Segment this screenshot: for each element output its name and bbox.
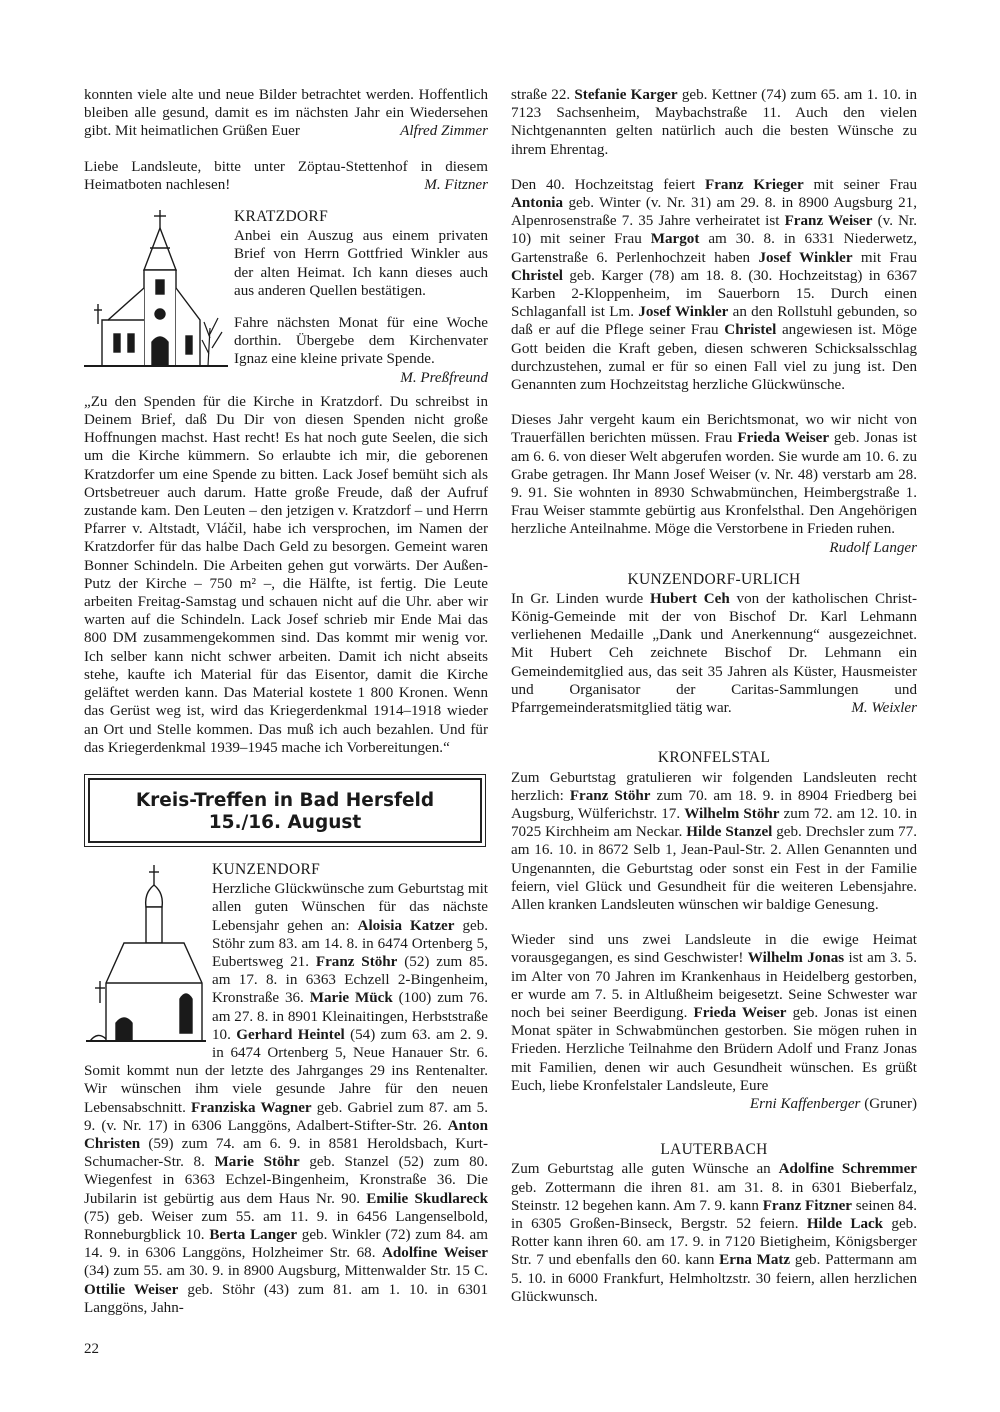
urlich-section (511, 571, 917, 718)
entry-name: Franz Stöhr (315, 953, 398, 970)
signature-langer: Rudolf Langer (829, 539, 917, 556)
right-column (511, 86, 917, 1306)
kratzdorf-section (84, 208, 488, 757)
kratzdorf-p2: Fahre nächsten Monat für eine Woche dorthin. Übergebe dem Kirchenvater Ignaz eine kleine private Spende. (234, 315, 488, 368)
signature-zimmer: Alfred Zimmer (400, 123, 488, 140)
kratzdorf-letter: „Zu den Spenden für die Kirche in Kratzdorf. Du schreibst in Deinem Brief, daß Du Dir von diesen Spenden nicht große Hoffnungen machst. Hast recht! Es hat noch gute Seelen, die sich um die Kirche kümmern. So erlaubte ich mir, die geborenen Kratzdorfer um eine Spende zu bitten. Lack Josef bemüht sich als Ortsbetreuer auch darum. Hatte große Freude, daß der Aufruf zustande kam. Den Leuten – den jetzigen v. Kratzdorf – und Herrn Pfarrer v. Altstadt, Vláčil, habe ich versprochen, im Namen der Kratzdorfer für das halbe Dach Geld zu besorgen. Gemeint waren Bonner Schindeln. Die Arbeiten gehen gut vorwärts. Der Außen-Putz der Kirche – 750 m² –, die Hälfte, ist fertig. Die Leute arbeiten Freitag-Samstag und schauen nicht auf die Uhr. aber wir warten auf die Schindeln. Lack Josef schrieb mir Ende Mai das 800 DM zusammengekommen sind. Das kommt mir wenig vor. Ich selber kann nicht schwer arbeiten. Damit ich nicht abseits stehe, kaufte ich Material für das Eisentor, damit die Kirche geläftet werden kann. Das Material kostete 1 800 Kronen. Wenn das Gerüst weg ist, wird das Kriegerdenkmal 1914–1918 wieder an Ort und Stelle kommen. Das muß ich auch bezahlen. Und für das Kriegerdenkmal 1939–1945 mache ich Vorbereitungen.“ (84, 393, 488, 756)
kunzendorf-paragraph: Herzliche Glückwünsche zum Geburtstag mit allen guten Wünschen für das nächste Lebensjahr gehen an: Aloisia Katzer geb. Stöhr zum 83. am 14. 8. in 6474 Ortenberg 5, Eubertsweg 21. Franz Stöhr (52) zum 85. am 17. 8. in 6363 Echzell 2-Bingenheim, Kronstraße 36. Marie Mück (100) zum 76. am 27. 8. in 8901 Kleinaitingen, Herbststraße 10. Gerhard Heintel (54) zum 63. am 2. 9. in 6474 Ortenberg 5, Neue Hanauer Str. 6. Somit kommt nun der letzte des Jahrganges 29 ins Rentenalter. Wir wünschen ihm viele gesunde Jahre für den neuen Lebensabschnitt. Franziska Wagner geb. Gabriel zum 87. am 5. 9. (v. Nr. 17) in 6306 Langgöns, Adalbert-Stifter-Str. 26. Anton Christen (59) zum 74. am 6. 9. in 8581 Heroldsbach, Kurt-Schumacher-Str. 8. Marie Stöhr geb. Stanzel (52) zum 80. Wiegenfest in 6363 Echzel-Bingenheim, Kronstraße 36. Die Jubilarin ist gebürtig aus dem Haus Nr. 90. Emilie Skudlareck (75) geb. Weiser zum 55. am 11. 9. in 6456 Langenselbold, Ronneburgblick 10. Berta Langer geb. Winkler (72) zum 84. am 14. 9. in 6306 Langgöns, Holzheimer Str. 68. Adolfine Weiser (34) zum 55. am 30. 9. in 8900 Augsburg, Mittenwalder Str. 15 C. Ottilie Weiser geb. Stöhr (43) zum 81. am 1. 10. in 6301 Langgöns, Jahn- (84, 881, 489, 1316)
kratzdorf-church-illustration (82, 208, 230, 376)
announcement-box (84, 774, 486, 847)
signature-kaffenberger: Erni Kaffenberger (Gruner) (749, 1095, 917, 1112)
kunzendorf-church-illustration (84, 863, 208, 1049)
page-number: 22 (84, 1341, 99, 1357)
kunzendorf-heading: KUNZENDORF (212, 860, 321, 878)
kronfelstal-paragraph-2: Wieder sind uns zwei Landsleute in die ewige Heimat vorausgegangen, es sind Geschwister! Wilhelm Jonas ist am 3. 5. im Alter von 70 Jahren im Krankenhaus in Heidelberg gestorben, er wurde am 7. 5. in Altlußheim beigesetzt. Seine Schwester war noch bei seiner Beerdigung. Frieda Weiser geb. Jonas ist einen Monat später in Schwabmünchen gestorben. Sie mögen ruhen in Frieden. Herzliche Teilnahme den Brüdern Adolf und Franz Jonas mit Familien, denen wir auch Gesundheit wünschen. Es grüßt Euch, liebe Kronfelstaler Landsleute, Eure (511, 932, 918, 1094)
announcement-title: Kreis-Treffen in Bad Hersfeld (135, 789, 435, 811)
trauer-paragraph: Dieses Jahr vergeht kaum ein Berichtsmonat, wo wir nicht von Trauerfällen berichten müssen. Frau Frieda Weiser geb. Jonas ist am 6. 6. von dieser Welt abgerufen worden. Sie wurde am 10. 6. zu Grabe getragen. Ihr Mann Josef Weiser (v. Nr. 48) verstarb am 28. 9. 91. Sie wohnten in 8930 Schwabmünchen, Heimbergstraße 1. Frau Weiser stammte gebürtig aus Kronfelsthal. Den Angehörigen herzliche Anteilnahme. Möge die Verstorbene in Frieden ruhen. Rudolf Langer (511, 412, 917, 556)
entry-name: Aloisia Katzer (357, 917, 455, 934)
kratzdorf-p1: Anbei ein Auszug aus einem privaten Brief von Herrn Gottfried Winkler aus der alten Heimat. Ich kann dieses auch aus anderen Quellen bestätigen. (234, 228, 488, 299)
kratzdorf-heading: KRATZDORF (234, 208, 328, 226)
entry-name: Marie Stöhr (214, 1154, 300, 1171)
entry-name: Berta Langer (209, 1226, 298, 1243)
signature-weixler: M. Weixler (851, 700, 917, 717)
urlich-paragraph: In Gr. Linden wurde Hubert Ceh von der katholischen Christ-König-Gemeinde mit der von Bischof Dr. Karl Lehmann verliehenen Medaille „Dank und Anerkennung“ ausgezeichnet. Mit Hubert Ceh zeichnete Bischof Dr. Lehmann ein Gemeindemitglied aus, das seit 35 Jahren als Küster, Hausmeister und Organisator der Caritas-Sammlungen und Pfarrgemeinderatsmitglied tätig war. M. Weixler (511, 590, 917, 717)
kronfelstal-section (511, 749, 917, 1113)
lauterbach-section (511, 1141, 917, 1306)
entry-name: Anton Christen (84, 1117, 488, 1152)
kunzendorf-section (84, 861, 488, 1317)
entry-name: Ottilie Weiser (84, 1281, 179, 1298)
hochzeit-paragraph: Den 40. Hochzeitstag feiert Franz Krieger mit seiner Frau Antonia geb. Winter (v. Nr. 31) am 29. 8. in 8900 Augsburg 21, Alpenrosenstraße 7. 35 Jahre verheiratet ist Franz Weiser (v. Nr. 10) mit seiner Frau Margot am 30. 8. in 6331 Niederwetz, Gartenstraße 6. Perlenhochzeit haben Josef Winkler mit Frau Christel geb. Karger (78) am 18. 8. (30. Hochzeitstag) in 6367 Karben 2-Kloppenheim, im Sauerborn 15. Durch einen Schlaganfall ist Lm. Josef Winkler an den Rollstuhl gebunden, so daß er auf die Pflege seiner Frau Christel angewiesen ist. Möge Gott beiden die Kraft geben, diesen schweren Schicksalsschlag durchzustehen, zumal er für so einen Fall viel zu jung ist. Den Genannten zum Hochzeitstag herzliche Glückwünsche. (511, 176, 918, 394)
kronfelstal-paragraph: Zum Geburtstag gratulieren wir folgenden Landsleuten recht herzlich: Franz Stöhr zum 70. am 18. 9. in 8904 Friedberg bei Augsburg, Wülferichstr. 17. Wilhelm Stöhr zum 72. am 12. 10. in 7025 Kirchheim am Neckar. Hilde Stanzel geb. Drechsler zum 77. am 16. 10. in 8672 Selb 1, Jean-Paul-Str. 2. Allen Genannten und Ungenannten, die Geburtstag oder sonst ein Fest in der Familie feiern, viel Glück und Gesundheit für die weiteren Lebensjahre. Allen kranken Landsleuten wünschen wir baldige Genesung. (511, 769, 918, 913)
announcement-date: 15./16. August (208, 811, 362, 833)
left-column (84, 86, 488, 1317)
entry-name: Gerhard Heintel (236, 1026, 345, 1043)
entry-name: Adolfine Weiser (382, 1245, 488, 1262)
kronfelstal-heading: KRONFELSTAL (657, 749, 771, 767)
signature-pressfreund: M. Preßfreund (400, 369, 488, 386)
note-paragraph: Liebe Landsleute, bitte unter Zöptau-Stettenhof in diesem Heimatboten nachlesen! M. Fitzner (84, 158, 488, 193)
entry-name: Franziska Wagner (191, 1099, 312, 1116)
entry-name: Marie Mück (309, 990, 393, 1007)
lauterbach-paragraph: Zum Geburtstag alle guten Wünsche an Adolfine Schremmer geb. Zottermann die ihren 81. am 31. 8. in 6301 Bieberfalz, Steinstr. 12 begehen kann. Am 7. 9. kann Franz Fitzner seinen 84. in 6305 Großen-Binseck, Bergstr. 52 feiern. Hilde Lack geb. Rotter kann ihren 60. am 17. 9. in 7120 Bietigheim, Königsberger Str. 7 und ebenfalls den 60. kann Erna Matz geb. Pattermann am 5. 10. in 6000 Frankfurt, Helmholtzstr. 30 feiern, allen herzlichen Glückwunsch. (511, 1161, 918, 1305)
signature-fitzner: M. Fitzner (424, 176, 488, 193)
lauterbach-heading: LAUTERBACH (660, 1141, 768, 1159)
continued-paragraph: straße 22. Stefanie Karger geb. Kettner (74) zum 65. am 1. 10. in 7123 Sachsenheim, Maybachstraße 11. Auch den vielen Nichtgenannten gelten natürlich auch die besten Wünsche zu ihrem Ehrentag. (511, 87, 917, 158)
intro-paragraph: konnten viele alte und neue Bilder betrachtet werden. Hoffentlich bleiben alle gesund, damit es im nächsten Jahr ein Wiedersehen gibt. Mit heimatlichen Grüßen Euer Alfred Zimmer (84, 87, 488, 140)
entry-name: Emilie Skudlareck (366, 1190, 488, 1207)
urlich-heading: KUNZENDORF-URLICH (627, 570, 801, 588)
